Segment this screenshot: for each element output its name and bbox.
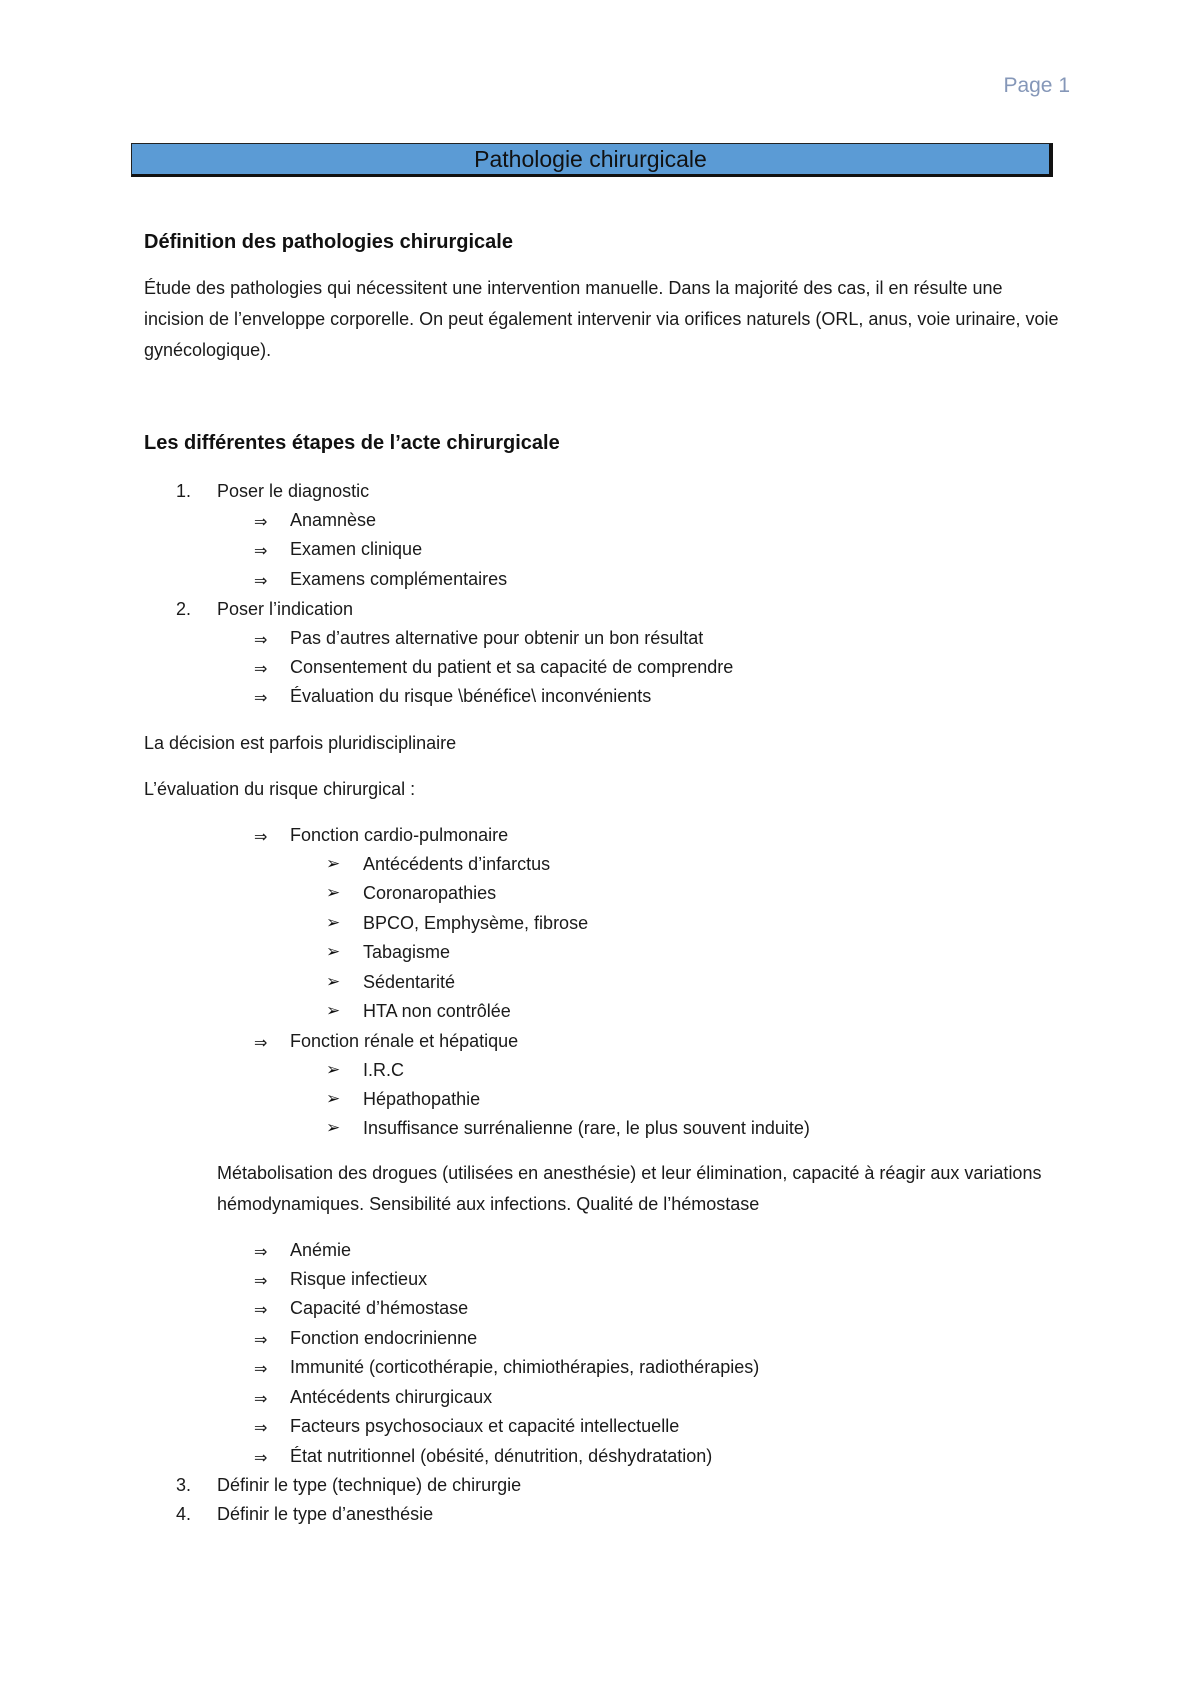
arrow-icon: ⇒ [254,1391,268,1408]
arrow-icon: ⇒ [254,543,268,560]
autres-item: Facteurs psychosociaux et capacité intellectuelle [290,1416,680,1436]
chevron-right-icon: ➢ [326,972,341,991]
cardio-item: Antécédents d’infarctus [363,854,551,874]
step1-item: Anamnèse [290,510,377,530]
cardio-item: Coronaropathies [363,883,497,903]
renale-label: Fonction rénale et hépatique [290,1031,519,1051]
cardio-item: Tabagisme [363,942,451,962]
autres-item: Capacité d’hémostase [290,1298,469,1318]
renale-item: Insuffisance surrénalienne (rare, le plus souvent induite) [363,1118,810,1138]
renale-item: I.R.C [363,1060,405,1080]
autres-item: Fonction endocrinienne [290,1328,478,1348]
decision-text: La décision est parfois pluridisciplinaire [144,733,457,753]
step1-item: Examen clinique [290,539,423,559]
cardio-item: Sédentarité [363,972,456,992]
step4-number: 4. [176,1504,192,1524]
risque-intro: L’évaluation du risque chirurgical : [144,779,416,799]
step2-label: Poser l’indication [217,599,354,619]
autres-item: Anémie [290,1240,352,1260]
etapes-heading: Les différentes étapes de l’acte chirurgicale [144,432,560,454]
chevron-right-icon: ➢ [326,942,341,961]
autres-item: Risque infectieux [290,1269,428,1289]
arrow-icon: ⇒ [254,1332,268,1349]
cardio-item: HTA non contrôlée [363,1001,511,1021]
arrow-icon: ⇒ [254,1302,268,1319]
renale-item: Hépathopathie [363,1089,481,1109]
step3-number: 3. [176,1475,192,1495]
step2-item: Consentement du patient et sa capacité de comprendre [290,657,734,677]
autres-item: État nutritionnel (obésité, dénutrition, déshydratation) [290,1446,713,1466]
document-title: Pathologie chirurgicale [131,143,1053,177]
metabolisation-paragraph: Métabolisation des drogues (utilisées en anesthésie) et leur élimination, capacité à réagir aux variations hémodynamiques. Sensibilité aux infections. Qualité de l’hémostase [217,1163,1042,1214]
step2-number: 2. [176,599,192,619]
step1-number: 1. [176,481,192,501]
arrow-icon: ⇒ [254,632,268,649]
chevron-right-icon: ➢ [326,1060,341,1079]
chevron-right-icon: ➢ [326,1089,341,1108]
chevron-right-icon: ➢ [326,1001,341,1020]
arrow-icon: ⇒ [254,1035,268,1052]
autres-item: Immunité (corticothérapie, chimiothérapies, radiothérapies) [290,1357,760,1377]
definition-paragraph: Étude des pathologies qui nécessitent une intervention manuelle. Dans la majorité des cas, il en résulte une incision de l’enveloppe corporelle. On peut également intervenir via orifices naturels (ORL, anus, voie urinaire, voie gynécologique). [144,278,1059,360]
arrow-icon: ⇒ [254,1244,268,1261]
arrow-icon: ⇒ [254,1361,268,1378]
chevron-right-icon: ➢ [326,1118,341,1137]
arrow-icon: ⇒ [254,829,268,846]
arrow-icon: ⇒ [254,1450,268,1467]
chevron-right-icon: ➢ [326,913,341,932]
step2-item: Évaluation du risque \bénéfice\ inconvénients [290,686,652,706]
cardio-label: Fonction cardio-pulmonaire [290,825,509,845]
chevron-right-icon: ➢ [326,854,341,873]
definition-heading: Définition des pathologies chirurgicale [144,231,513,253]
step2-item: Pas d’autres alternative pour obtenir un bon résultat [290,628,704,648]
page-number: Page 1 [1003,74,1070,97]
chevron-right-icon: ➢ [326,883,341,902]
arrow-icon: ⇒ [254,514,268,531]
arrow-icon: ⇒ [254,690,268,707]
arrow-icon: ⇒ [254,1273,268,1290]
cardio-item: BPCO, Emphysème, fibrose [363,913,589,933]
step4-label: Définir le type d’anesthésie [217,1504,434,1524]
arrow-icon: ⇒ [254,1420,268,1437]
arrow-icon: ⇒ [254,573,268,590]
step1-item: Examens complémentaires [290,569,508,589]
arrow-icon: ⇒ [254,661,268,678]
step3-label: Définir le type (technique) de chirurgie [217,1475,522,1495]
step1-label: Poser le diagnostic [217,481,370,501]
autres-item: Antécédents chirurgicaux [290,1387,493,1407]
